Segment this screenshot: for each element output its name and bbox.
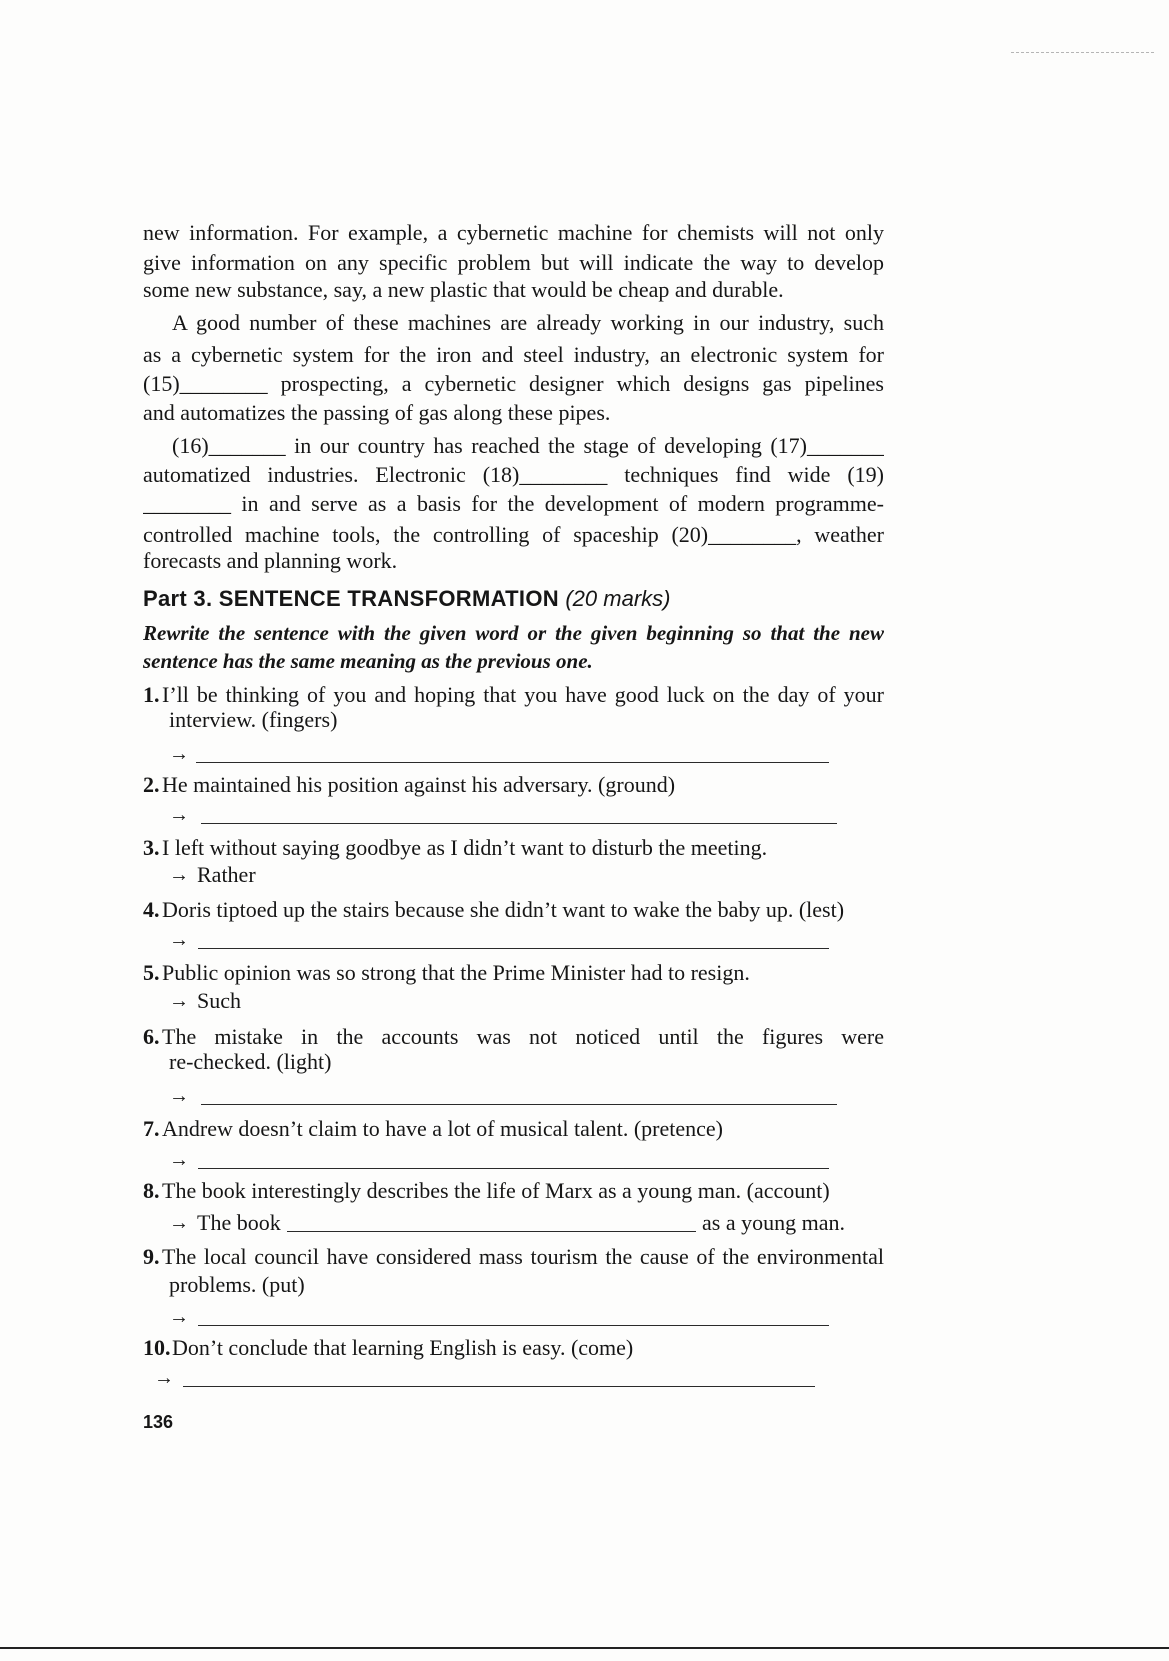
arrow-icon: → xyxy=(169,1306,189,1328)
item-text: The local council have considered mass tourism the cause of the environmental xyxy=(162,1244,884,1269)
item-text: Don’t conclude that learning English is easy. (come) xyxy=(172,1335,634,1360)
answer-end-text: as a young man. xyxy=(702,1210,845,1235)
arrow-icon: → xyxy=(169,1212,189,1234)
item-text: I’ll be thinking of you and hoping that you have good luck on the day of your xyxy=(162,682,884,707)
passage-line: A good number of these machines are already working in our industry, such xyxy=(172,310,884,335)
item-text: The mistake in the accounts was not noticed until the figures were xyxy=(162,1024,884,1049)
item-text: I left without saying goodbye as I didn’t want to disturb the meeting. xyxy=(162,835,768,860)
scan-artifact-dashes xyxy=(1011,52,1154,53)
item-text: Doris tiptoed up the stairs because she didn’t want to wake the baby up. (lest) xyxy=(162,897,845,922)
item-number: 4. xyxy=(143,897,160,922)
answer-row xyxy=(169,1146,889,1174)
answer-row xyxy=(169,801,889,829)
passage-line: as a cybernetic system for the iron and steel industry, an electronic system for xyxy=(143,342,884,367)
item-text: problems. (put) xyxy=(169,1272,305,1297)
instruction-line: sentence has the same meaning as the previous one. xyxy=(143,649,593,673)
arrow-icon: → xyxy=(169,1085,189,1107)
passage-line: (15)________ prospecting, a cybernetic designer which designs gas pipelines xyxy=(143,371,884,396)
answer-row xyxy=(169,861,889,889)
item-text: The book interestingly describes the life of Marx as a young man. (account) xyxy=(162,1178,830,1203)
item-text: Andrew doesn’t claim to have a lot of musical talent. (pretence) xyxy=(162,1116,723,1141)
passage-line: forecasts and planning work. xyxy=(143,548,398,573)
answer-blank xyxy=(287,1231,696,1232)
item-number: 1. xyxy=(143,682,160,707)
arrow-icon: → xyxy=(169,990,189,1012)
answer-blank xyxy=(198,1325,829,1326)
page-bottom-edge xyxy=(0,1647,1169,1649)
answer-row xyxy=(169,1082,889,1110)
answer-row xyxy=(169,1209,889,1237)
item-text: interview. (fingers) xyxy=(169,707,338,732)
answer-blank xyxy=(198,948,829,949)
answer-blank xyxy=(201,823,837,824)
arrow-icon: → xyxy=(169,804,189,826)
section-heading xyxy=(143,585,670,613)
section-title: Part 3. SENTENCE TRANSFORMATION xyxy=(143,586,559,611)
passage-line: give information on any specific problem but will indicate the way to develop xyxy=(143,250,884,275)
passage-line: ________ in and serve as a basis for the development of modern programme- xyxy=(143,491,884,516)
instruction-line: Rewrite the sentence with the given word or the given beginning so that the new xyxy=(143,621,884,645)
item-number: 6. xyxy=(143,1024,160,1049)
arrow-icon: → xyxy=(169,929,189,951)
passage-line: automatized industries. Electronic (18)________ techniques find wide (19) xyxy=(143,462,884,487)
answer-row xyxy=(169,926,889,954)
item-number: 5. xyxy=(143,960,160,985)
item-number: 3. xyxy=(143,835,160,860)
passage-line: controlled machine tools, the controlling of spaceship (20)________, weather xyxy=(143,522,884,547)
page-number: 136 xyxy=(143,1412,174,1432)
item-text: Public opinion was so strong that the Prime Minister had to resign. xyxy=(162,960,750,985)
passage-line: (16)_______ in our country has reached the stage of developing (17)_______ xyxy=(172,433,884,458)
item-number: 2. xyxy=(143,772,160,797)
passage-line: some new substance, say, a new plastic that would be cheap and durable. xyxy=(143,277,784,302)
answer-start-text: Rather xyxy=(197,862,256,887)
arrow-icon: → xyxy=(169,864,189,886)
arrow-icon: → xyxy=(169,743,189,765)
answer-blank xyxy=(201,1104,837,1105)
passage-line: and automatizes the passing of gas along these pipes. xyxy=(143,400,611,425)
item-number: 10. xyxy=(143,1335,171,1360)
section-marks: (20 marks) xyxy=(565,586,671,611)
item-text: re-checked. (light) xyxy=(169,1049,332,1074)
answer-blank xyxy=(198,1168,829,1169)
answer-start-text: Such xyxy=(197,988,241,1013)
item-text: He maintained his position against his adversary. (ground) xyxy=(162,772,676,797)
answer-start-text: The book xyxy=(197,1210,281,1235)
answer-row xyxy=(169,740,889,768)
item-number: 9. xyxy=(143,1244,160,1269)
answer-row xyxy=(169,987,889,1015)
passage-line: new information. For example, a cybernetic machine for chemists will not only xyxy=(143,220,884,245)
answer-blank xyxy=(183,1386,815,1387)
item-number: 8. xyxy=(143,1178,160,1203)
answer-row xyxy=(169,1303,889,1331)
answer-row xyxy=(154,1364,874,1392)
item-number: 7. xyxy=(143,1116,160,1141)
arrow-icon: → xyxy=(169,1149,189,1171)
arrow-icon: → xyxy=(154,1367,174,1389)
answer-blank xyxy=(196,762,829,763)
